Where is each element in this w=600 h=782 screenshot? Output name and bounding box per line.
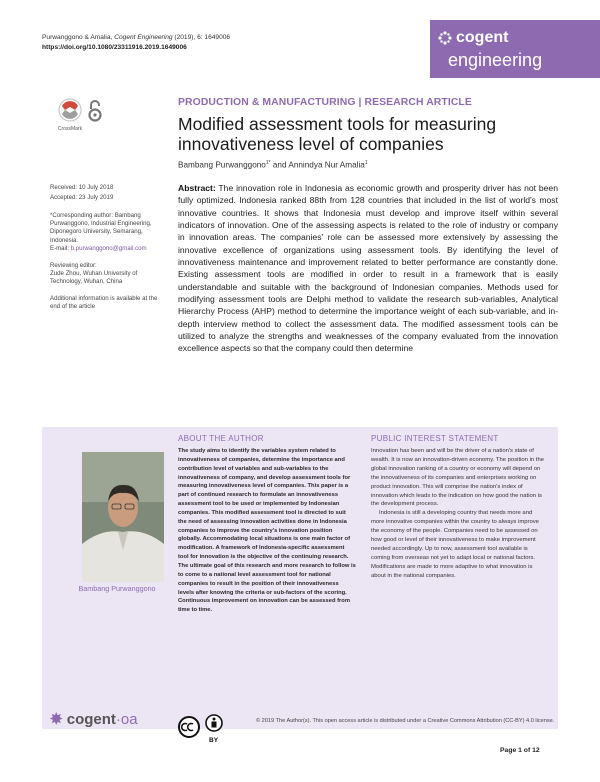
public-interest-para-1: Innovation has been and will be the driver of a nation's state of wealth. It is now an innovation-driven economy. The position in the global innovation ranking of a country or economy will depend on the innovativeness of its companies and enterprises working on product innovation. This will comprise the nation's index of innovation which leads to the indication on how good the nation is the development process.	[371, 448, 544, 508]
article-title: Modified assessment tools for measuring innovativeness level of companies	[178, 114, 497, 154]
abstract-text: The innovation role in Indonesia as economic growth and prosperity driver has not been fully optimized. Indonesia ranked 88th from 128 countries that included in the list of world's most innovative countries. It shows that Indonesia must develop and improve itself within several indicators of innovation. One of the assessing aspects is related to the role of industry or company in innovation areas. The companies' role can be assessed more extensively by assessing the innovative excellence of organizations using assessment tools. By identifying the level of innovativeness maintenance and improvement related to better performance are constantly done. Existing assessment tools are modified in order to result in a framework that is easily understandable and suitable with the background of Indonesian companies. Methods used for modifying assessment tools are Delphi method to validate the research sub-variables, Analytical Hierarchy Process (AHP) method to determine the importance weight of each sub-variable, and in-depth interview method to collect the assessment data. The modified assessment tools can be utilized to analyze the strengths and weaknesses of the company evaluated from the innovation excellence aspects so that the company could then determine	[178, 183, 558, 354]
crossmark-icon[interactable]	[58, 98, 82, 124]
abstract	[178, 182, 558, 355]
cogent-dots-icon: ✸	[50, 711, 63, 728]
cogent-oa-logo[interactable]: ✸ cogent·oa	[50, 711, 138, 728]
abstract-label: Abstract:	[178, 183, 216, 193]
corresponding-author: *Corresponding author: Bambang Purwanggono, Industrial Engineering, Diponegoro University, Semarang, Indonesia. E-mail: b.purwanggono@gmail.com	[50, 212, 152, 252]
journal-logo[interactable]	[430, 20, 600, 78]
public-interest-heading: PUBLIC INTEREST STATEMENT	[371, 434, 499, 443]
author-photo-caption: Bambang Purwanggono	[78, 584, 156, 593]
cogent-dots-icon	[438, 31, 452, 45]
received-date: Received: 10 July 2018	[50, 184, 114, 191]
citation-line: Purwanggono & Amalia, Cogent Engineering (2019), 6: 1649006	[42, 34, 231, 41]
cc-by-license-icon[interactable]	[178, 714, 226, 744]
accepted-date: Accepted: 23 July 2019	[50, 194, 114, 201]
reviewing-editor: Reviewing editor: Zude Zhou, Wuhan University of Technology, Wuhan, China	[50, 262, 138, 286]
crossmark-label: CrossMark	[57, 126, 83, 132]
author-1[interactable]: Bambang Purwanggono	[178, 160, 266, 170]
author-2[interactable]: Annindya Nur Amalia	[288, 160, 365, 170]
author-photo	[82, 452, 164, 582]
svg-text:BY: BY	[209, 737, 219, 744]
about-author-heading: ABOUT THE AUTHOR	[178, 434, 264, 443]
email-link[interactable]: b.purwanggono@gmail.com	[70, 244, 147, 252]
open-access-icon	[88, 100, 102, 122]
logo-line1: cogent	[456, 29, 509, 46]
public-interest-text	[371, 447, 547, 581]
public-interest-para-2: Indonesia is still a developing country that needs more and more innovative companies within the country to always improve the economy of the people. Companies need to be assessed on how good or level of their innovativeness to make improvement needed accordingly. Up to now, assessment tool available is coming from overseas not yet to adapt local or national factors. Modifications are made to more adaptive to what innovation is about in the national companies.	[371, 510, 539, 579]
section-label: PRODUCTION & MANUFACTURING | RESEARCH ARTICLE	[178, 97, 472, 108]
page-number: Page 1 of 12	[500, 747, 540, 754]
logo-line2: engineering	[448, 50, 543, 70]
doi-link[interactable]: https://doi.org/10.1080/23311916.2019.1649006	[42, 44, 187, 51]
about-author-text: The study aims to identify the variables system related to innovativeness of companies, determine the importance and contribution level of variables and sub-variables to the innovativeness of company, and develop assessment tools for measuring innovativeness level of companies. This paper is a part of continued research to formulate an innovativeness assessment tool to be used or implemented by Indonesian companies. This modified assessment tool is directed to suit the need of assessing innovation activities done in Indonesia companies to improve the country's innovation position globally. Accommodating local situations is one main factor of modification. A framework of Indonesia-specific assessment tool for innovation is the objective of the continuing research. The ultimate goal of this research and more research to follow is to come to a national level assessment tool for national companies to result in the position of their innovativeness levels after knowing the criteria or sub-factors of the scoring. Continuous improvement on innovation can be assessed from time to time.	[178, 448, 356, 614]
author-line: Bambang Purwanggono$^{1*}$ and Annindya Nur Amalia$^1$	[178, 160, 368, 170]
additional-info: Additional information is available at the end of the article	[50, 295, 158, 311]
license-text: © 2019 The Author(s). This open access article is distributed under a Creative Commons Attribution (CC-BY) 4.0 license.	[256, 718, 555, 724]
